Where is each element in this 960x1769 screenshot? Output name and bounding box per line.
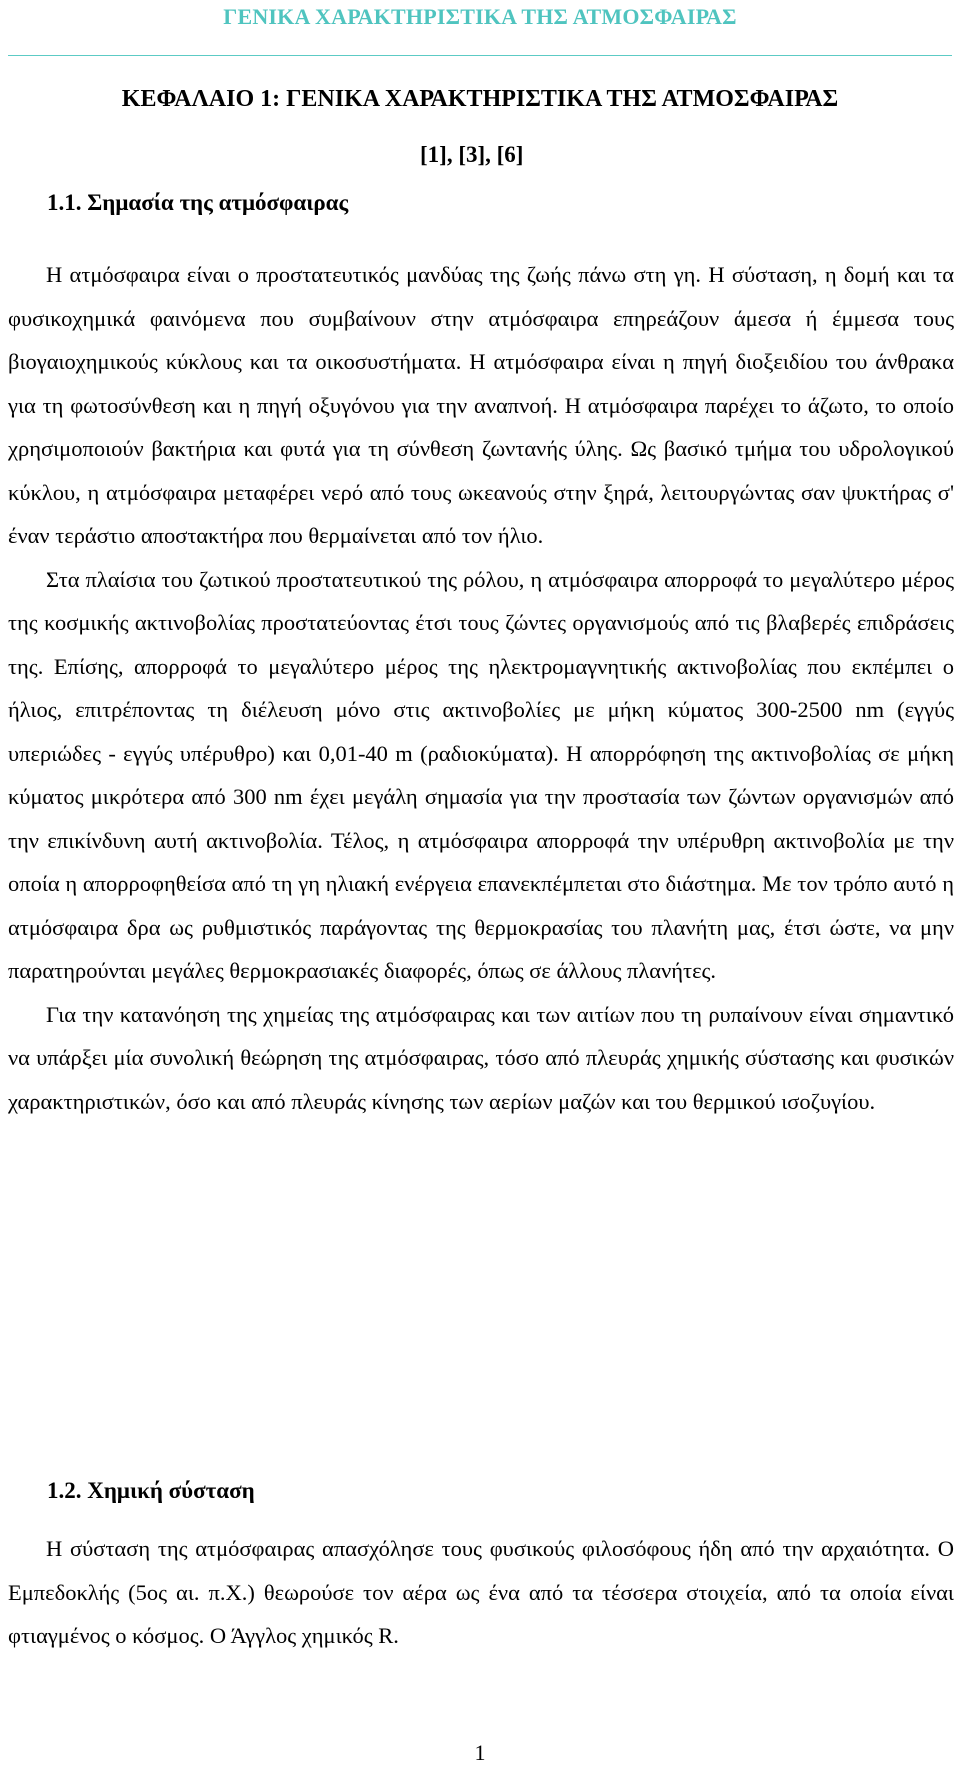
paragraph: Η σύσταση της ατμόσφαιρας απασχόλησε τους φυσικούς φιλοσόφους ήδη από την αρχαιότητα. Ο Εμπεδοκλής (5ος αι. π.Χ.) θεωρούσε τον αέρα ως ένα από τα τέσσερα στοιχεία, από τα οποία είναι φτιαγμένος ο κόσμος. Ο Άγγλος χημικός R.	[8, 1536, 954, 1648]
chapter-title: ΚΕΦΑΛΑΙΟ 1: ΓΕΝΙΚΑ ΧΑΡΑΚΤΗΡΙΣΤΙΚΑ ΤΗΣ ΑΤΜΟΣΦΑΙΡΑΣ	[121, 86, 839, 112]
paragraph: Η ατμόσφαιρα είναι ο προστατευτικός μανδύας της ζωής πάνω στη γη. Η σύσταση, η δομή και τα φυσικοχημικά φαινόμενα που συμβαίνουν στην ατμόσφαιρα επηρεάζουν άμεσα ή έμμεσα τους βιογαιοχημικούς κύκλους και τα οικοσυστήματα. Η ατμόσφαιρα είναι η πηγή διοξειδίου του άνθρακα για τη φωτοσύνθεση και η πηγή οξυγόνου για την αναπνοή. Η ατμόσφαιρα παρέχει το άζωτο, το οποίο χρησιμοποιούν βακτήρια και φυτά για τη σύνθεση ζωντανής ύλης. Ως βασικό τμήμα του υδρολογικού κύκλου, η ατμόσφαιρα μεταφέρει νερό από τους ωκεανούς στην ξηρά, λειτουργώντας σαν ψυκτήρας σ' έναν τεράστιο αποστακτήρα που θερμαίνεται από τον ήλιο.	[8, 262, 954, 548]
section-body-1-2	[8, 1527, 954, 1658]
section-heading-1-1: 1.1. Σημασία της ατμόσφαιρας	[47, 190, 349, 215]
page-number: 1	[474, 1740, 486, 1765]
section-heading-1-2: 1.2. Χημική σύσταση	[47, 1478, 255, 1503]
section-body-1-1	[8, 253, 954, 1123]
chapter-references: [1], [3], [6]	[420, 142, 524, 167]
header-divider	[8, 55, 952, 56]
paragraph: Για την κατανόηση της χημείας της ατμόσφαιρας και των αιτίων που τη ρυπαίνουν είναι σημαντικό να υπάρξει μία συνολική θεώρηση της ατμόσφαιρας, τόσο από πλευράς χημικής σύστασης και φυσικών χαρακτηριστικών, όσο και από πλευράς κίνησης των αερίων μαζών και του θερμικού ισοζυγίου.	[8, 1001, 954, 1114]
paragraph: Στα πλαίσια του ζωτικού προστατευτικού της ρόλου, η ατμόσφαιρα απορροφά το μεγαλύτερο μέρος της κοσμικής ακτινοβολίας προστατεύοντας έτσι τους ζώντες οργανισμούς από τις βλαβερές επιδράσεις της. Επίσης, απορροφά το μεγαλύτερο μέρος της ηλεκτρομαγνητικής ακτινοβολίας που εκπέμπει ο ήλιος, επιτρέποντας τη διέλευση μόνο στις ακτινοβολίες με μήκη κύματος 300-2500 nm (εγγύς υπεριώδες - εγγύς υπέρυθρο) και 0,01-40 m (ραδιοκύματα). Η απορρόφηση της ακτινοβολίας σε μήκη κύματος μικρότερα από 300 nm έχει μεγάλη σημασία για την προστασία των ζώντων οργανισμών από την επικίνδυνη αυτή ακτινοβολία. Τέλος, η ατμόσφαιρα απορροφά την υπέρυθρη ακτινοβολία με την οποία η απορροφηθείσα από τη γη ηλιακή ενέργεια επανεκπέμπεται στο διάστημα. Με τον τρόπο αυτό η ατμόσφαιρα δρα ως ρυθμιστικός παράγοντας της θερμοκρασίας του πλανήτη μας, έτσι ώστε, να μην παρατηρούνται μεγάλες θερμοκρασιακές διαφορές, όπως σε άλλους πλανήτες.	[8, 566, 954, 983]
running-header: ΓΕΝΙΚΑ ΧΑΡΑΚΤΗΡΙΣΤΙΚΑ ΤΗΣ ΑΤΜΟΣΦΑΙΡΑΣ	[223, 4, 737, 29]
